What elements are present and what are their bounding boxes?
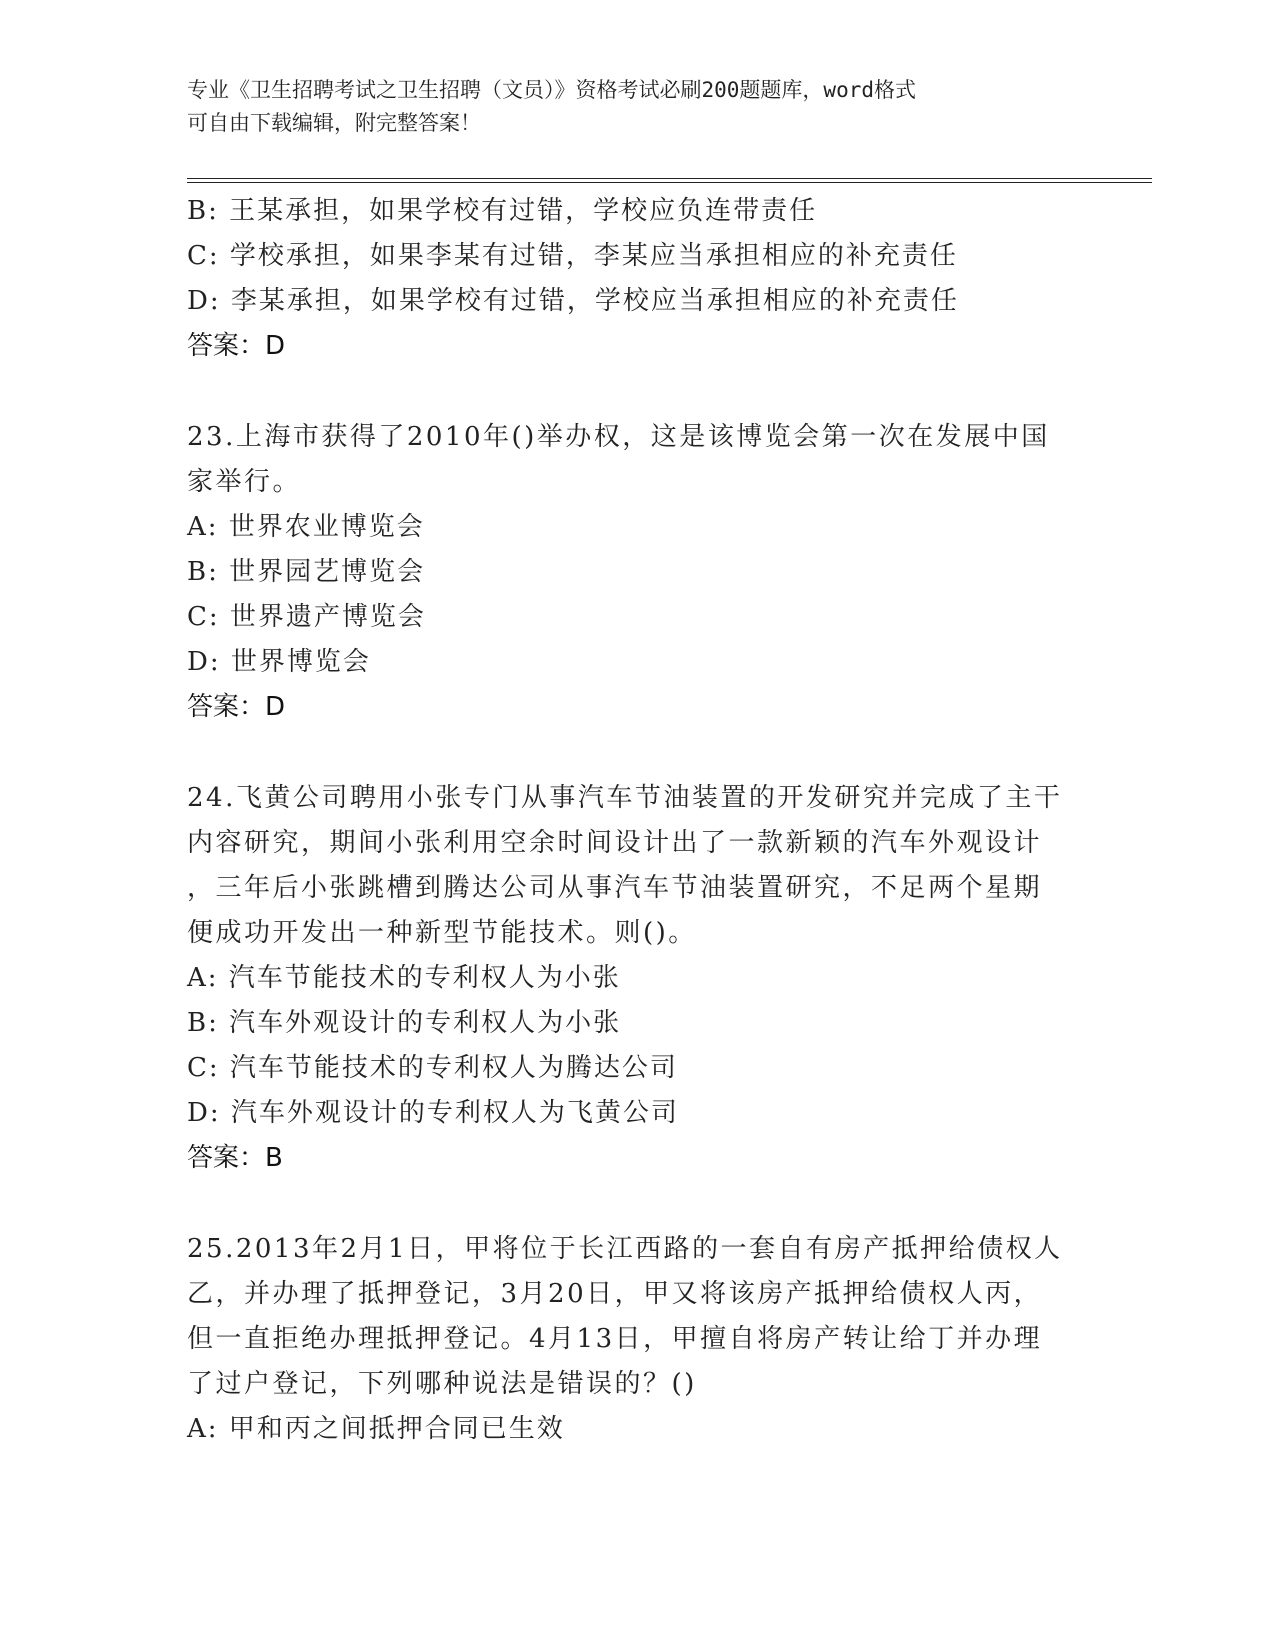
option-b: B: 汽车外观设计的专利权人为小张 bbox=[187, 1008, 622, 1038]
answer-label: 答案：B bbox=[187, 1143, 283, 1173]
question-text-line: 便成功开发出一种新型节能技术。则()。 bbox=[187, 918, 697, 948]
header-line-1: 专业《卫生招聘考试之卫生招聘（文员）》资格考试必刷200题题库，word格式 bbox=[187, 78, 916, 102]
question-text-line: 了过户登记，下列哪种说法是错误的？() bbox=[187, 1369, 697, 1399]
question-text-line: 家举行。 bbox=[187, 467, 302, 497]
option-a: A: 汽车节能技术的专利权人为小张 bbox=[187, 963, 621, 993]
question-25 bbox=[187, 1227, 1087, 1452]
question-text-line: 乙，并办理了抵押登记，3月20日，甲又将该房产抵押给债权人丙， bbox=[187, 1279, 1043, 1309]
answer-label: 答案：D bbox=[187, 692, 286, 722]
question-text-line: 24.飞黄公司聘用小张专门从事汽车节油装置的开发研究并完成了主干 bbox=[187, 783, 1063, 813]
answer-label: 答案：D bbox=[187, 331, 286, 361]
question-text bbox=[187, 415, 1087, 505]
question-text bbox=[187, 776, 1087, 956]
option-c: C: 学校承担，如果李某有过错，李某应当承担相应的补充责任 bbox=[187, 241, 958, 271]
question-text-line: 但一直拒绝办理抵押登记。4月13日，甲擅自将房产转让给丁并办理 bbox=[187, 1324, 1043, 1354]
option-b: B: 王某承担，如果学校有过错，学校应负连带责任 bbox=[187, 196, 818, 226]
option-d: D: 汽车外观设计的专利权人为飞黄公司 bbox=[187, 1098, 679, 1128]
header-line-2: 可自由下载编辑，附完整答案！ bbox=[187, 111, 481, 135]
option-d: D: 世界博览会 bbox=[187, 647, 371, 677]
page-header bbox=[187, 74, 1087, 140]
option-a: A: 甲和丙之间抵押合同已生效 bbox=[187, 1414, 565, 1444]
question-text-line: ，三年后小张跳槽到腾达公司从事汽车节油装置研究，不足两个星期 bbox=[187, 873, 1043, 903]
option-c: C: 汽车节能技术的专利权人为腾达公司 bbox=[187, 1053, 678, 1083]
question-23 bbox=[187, 415, 1087, 730]
question-content bbox=[187, 189, 1087, 1452]
question-24 bbox=[187, 776, 1087, 1181]
option-b: B: 世界园艺博览会 bbox=[187, 557, 426, 587]
question-text-line: 23.上海市获得了2010年()举办权，这是该博览会第一次在发展中国 bbox=[187, 422, 1050, 452]
question-text bbox=[187, 1227, 1087, 1407]
option-a: A: 世界农业博览会 bbox=[187, 512, 425, 542]
option-c: C: 世界遗产博览会 bbox=[187, 602, 426, 632]
question-text-line: 25.2013年2月1日，甲将位于长江西路的一套自有房产抵押给债权人 bbox=[187, 1234, 1063, 1264]
question-text-line: 内容研究，期间小张利用空余时间设计出了一款新颖的汽车外观设计 bbox=[187, 828, 1043, 858]
header-divider bbox=[187, 178, 1152, 183]
option-d: D: 李某承担，如果学校有过错，学校应当承担相应的补充责任 bbox=[187, 286, 959, 316]
question-22 bbox=[187, 189, 1087, 369]
